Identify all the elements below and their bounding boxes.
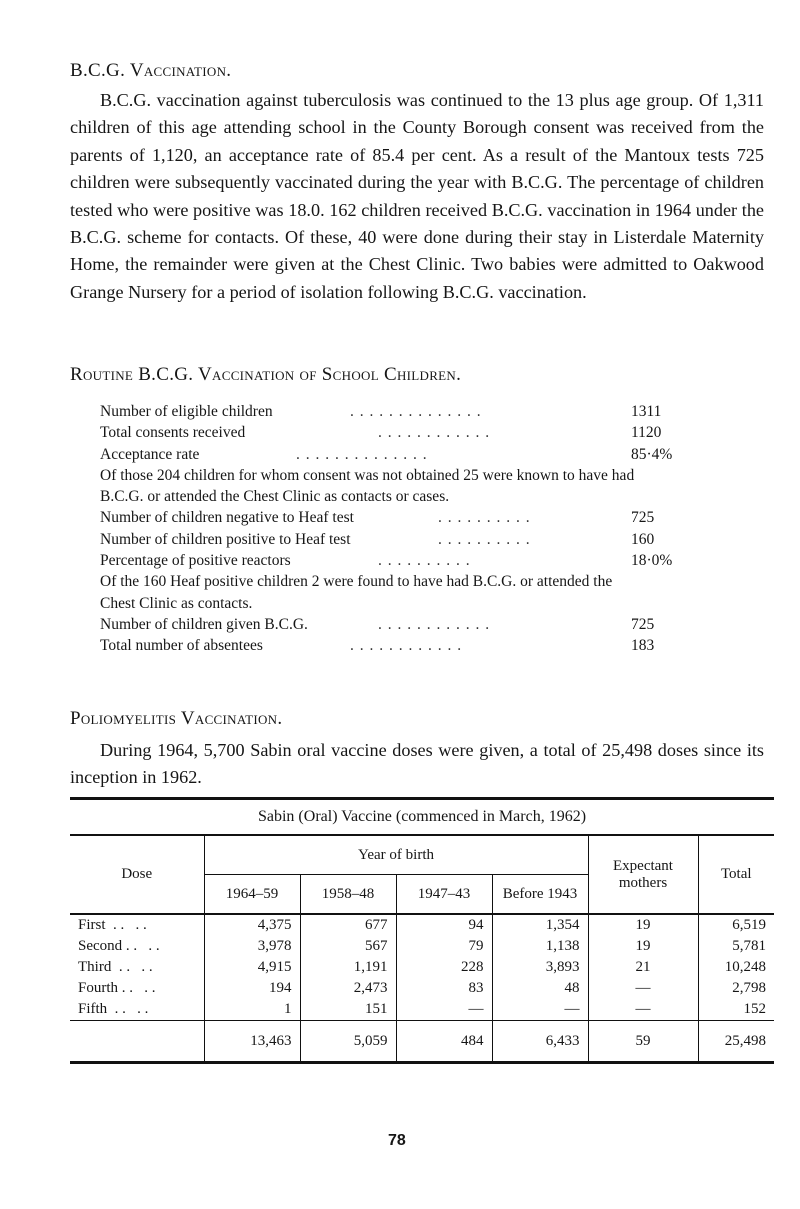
table-title: Sabin (Oral) Vaccine (commenced in March, 1962) xyxy=(70,799,774,836)
polio-paragraph: During 1964, 5,700 Sabin oral vaccine doses were given, a total of 25,498 doses since its inception in 1962. xyxy=(70,740,764,788)
stat-row xyxy=(100,614,760,635)
stat-label: Percentage of positive reactors xyxy=(100,552,291,570)
table-cell: 79 xyxy=(396,936,492,957)
table-cell: — xyxy=(588,999,698,1021)
table-cell: 1,138 xyxy=(492,936,588,957)
year-col-header: 1964–59 xyxy=(204,875,300,915)
table-cell: 1,191 xyxy=(300,957,396,978)
expectant-mothers-header: Expectant mothers xyxy=(588,835,698,914)
table-cell: 4,375 xyxy=(204,914,300,936)
bcg-heading: B.C.G. Vaccination. xyxy=(70,60,232,81)
stat-row xyxy=(100,550,760,571)
table-cell: 2,473 xyxy=(300,978,396,999)
table-cell: — xyxy=(396,999,492,1021)
table-row xyxy=(70,999,774,1021)
stat-label: Number of children negative to Heaf test xyxy=(100,509,354,527)
total-header: Total xyxy=(698,835,774,914)
table-cell: 1,354 xyxy=(492,914,588,936)
stat-note: Of the 160 Heaf positive children 2 were found to have had B.C.G. or attended the Chest Clinic as contacts. xyxy=(100,573,613,612)
total-cell: 6,433 xyxy=(492,1021,588,1063)
table-cell: 83 xyxy=(396,978,492,999)
polio-heading: Poliomyelitis Vaccination. xyxy=(70,708,283,729)
stat-note: Of those 204 children for whom consent was not obtained 25 were known to have had B.C.G. or attended the Chest Clinic as contacts or cases. xyxy=(100,466,635,506)
stat-value: 183 xyxy=(631,637,655,655)
table-cell: 228 xyxy=(396,957,492,978)
table-row xyxy=(70,936,774,957)
total-cell: 25,498 xyxy=(698,1021,774,1063)
table-cell: 151 xyxy=(300,999,396,1021)
stat-value: 725 xyxy=(631,509,655,527)
table-row xyxy=(70,957,774,978)
stat-label: Number of eligible children xyxy=(100,403,273,420)
table-cell: 2,798 xyxy=(698,978,774,999)
leader-dots: . . . . . . . . . . . . xyxy=(378,424,491,442)
routine-bcg-heading: Routine B.C.G. Vaccination of School Children. xyxy=(70,364,462,385)
table-row xyxy=(70,978,774,999)
dose-label: Third . . . . xyxy=(78,959,153,975)
table-cell: 152 xyxy=(698,999,774,1021)
table-cell: 6,519 xyxy=(698,914,774,936)
table-row xyxy=(70,914,774,936)
stat-value: 18·0% xyxy=(631,552,673,570)
year-of-birth-header: Year of birth xyxy=(204,835,588,875)
stat-row xyxy=(100,635,760,656)
stat-row xyxy=(100,444,760,465)
total-cell: 13,463 xyxy=(204,1021,300,1063)
page-number: 78 xyxy=(388,1132,406,1149)
table-cell: 19 xyxy=(588,914,698,936)
stat-value: 1120 xyxy=(631,424,662,442)
total-cell: 484 xyxy=(396,1021,492,1063)
table-cell: 48 xyxy=(492,978,588,999)
sabin-vaccine-table xyxy=(70,797,774,1064)
table-cell: 21 xyxy=(588,957,698,978)
table-cell: 3,893 xyxy=(492,957,588,978)
total-cell: 5,059 xyxy=(300,1021,396,1063)
stat-label: Total consents received xyxy=(100,424,246,442)
stat-row xyxy=(100,529,760,550)
table-cell: 194 xyxy=(204,978,300,999)
table-totals-row xyxy=(70,1021,774,1063)
leader-dots: . . . . . . . . . . . . . . xyxy=(350,403,482,420)
leader-dots: . . . . . . . . . . xyxy=(438,530,531,548)
stat-label: Number of children positive to Heaf test xyxy=(100,530,351,548)
leader-dots: . . . . . . . . . . xyxy=(438,509,531,527)
totals-label-cell xyxy=(70,1021,204,1063)
stat-row xyxy=(100,401,760,422)
leader-dots: . . . . . . . . . . . . . . xyxy=(296,445,428,463)
table-cell: 4,915 xyxy=(204,957,300,978)
dose-header: Dose xyxy=(70,835,204,914)
table-cell: 567 xyxy=(300,936,396,957)
stat-value: 725 xyxy=(631,615,655,633)
table-cell: — xyxy=(588,978,698,999)
table-cell: 10,248 xyxy=(698,957,774,978)
bcg-paragraph: B.C.G. vaccination against tuberculosis was continued to the 13 plus age group. Of 1,311 children of this age attending school in the County Borough consent was received from the parents of 1,120, an acceptance rate of 85.4 per cent. As a result of the Mantoux tests 725 children were subsequently vaccinated during the year with B.C.G. The percentage of children tested who were positive was 18.0. 162 children received B.C.G. vaccination in 1964 under the B.C.G. scheme for contacts. Of these, 40 were done during their stay in Listerdale Maternity Home, the remainder were given at the Chest Clinic. Two babies were admitted to Oakwood Grange Nursery for a period of isolation following B.C.G. vaccination. xyxy=(70,90,764,302)
dose-label: First . . . . xyxy=(78,917,147,933)
leader-dots: . . . . . . . . . . . . xyxy=(378,615,491,633)
year-col-header: 1947–43 xyxy=(396,875,492,915)
table-cell: 94 xyxy=(396,914,492,936)
total-cell: 59 xyxy=(588,1021,698,1063)
leader-dots: . . . . . . . . . . . . xyxy=(350,637,463,655)
stat-row xyxy=(100,422,760,443)
stat-value: 1311 xyxy=(631,403,662,420)
table-cell: 5,781 xyxy=(698,936,774,957)
stat-row xyxy=(100,507,760,528)
year-col-header: 1958–48 xyxy=(300,875,396,915)
dose-label: Fourth . . . . xyxy=(78,980,156,996)
table-cell: 19 xyxy=(588,936,698,957)
stat-label: Total number of absentees xyxy=(100,637,263,655)
table-cell: 1 xyxy=(204,999,300,1021)
stat-label: Acceptance rate xyxy=(100,445,200,463)
stat-label: Number of children given B.C.G. xyxy=(100,615,308,633)
dose-label: Fifth . . . . xyxy=(70,999,204,1021)
stat-value: 160 xyxy=(631,530,655,548)
stat-value: 85·4% xyxy=(631,445,673,463)
dose-label: Second . . . . xyxy=(78,938,160,954)
table-cell: 677 xyxy=(300,914,396,936)
table-cell: 3,978 xyxy=(204,936,300,957)
year-col-header: Before 1943 xyxy=(492,875,588,915)
routine-bcg-stats xyxy=(100,401,760,657)
leader-dots: . . . . . . . . . . xyxy=(378,552,471,570)
table-cell: — xyxy=(492,999,588,1021)
